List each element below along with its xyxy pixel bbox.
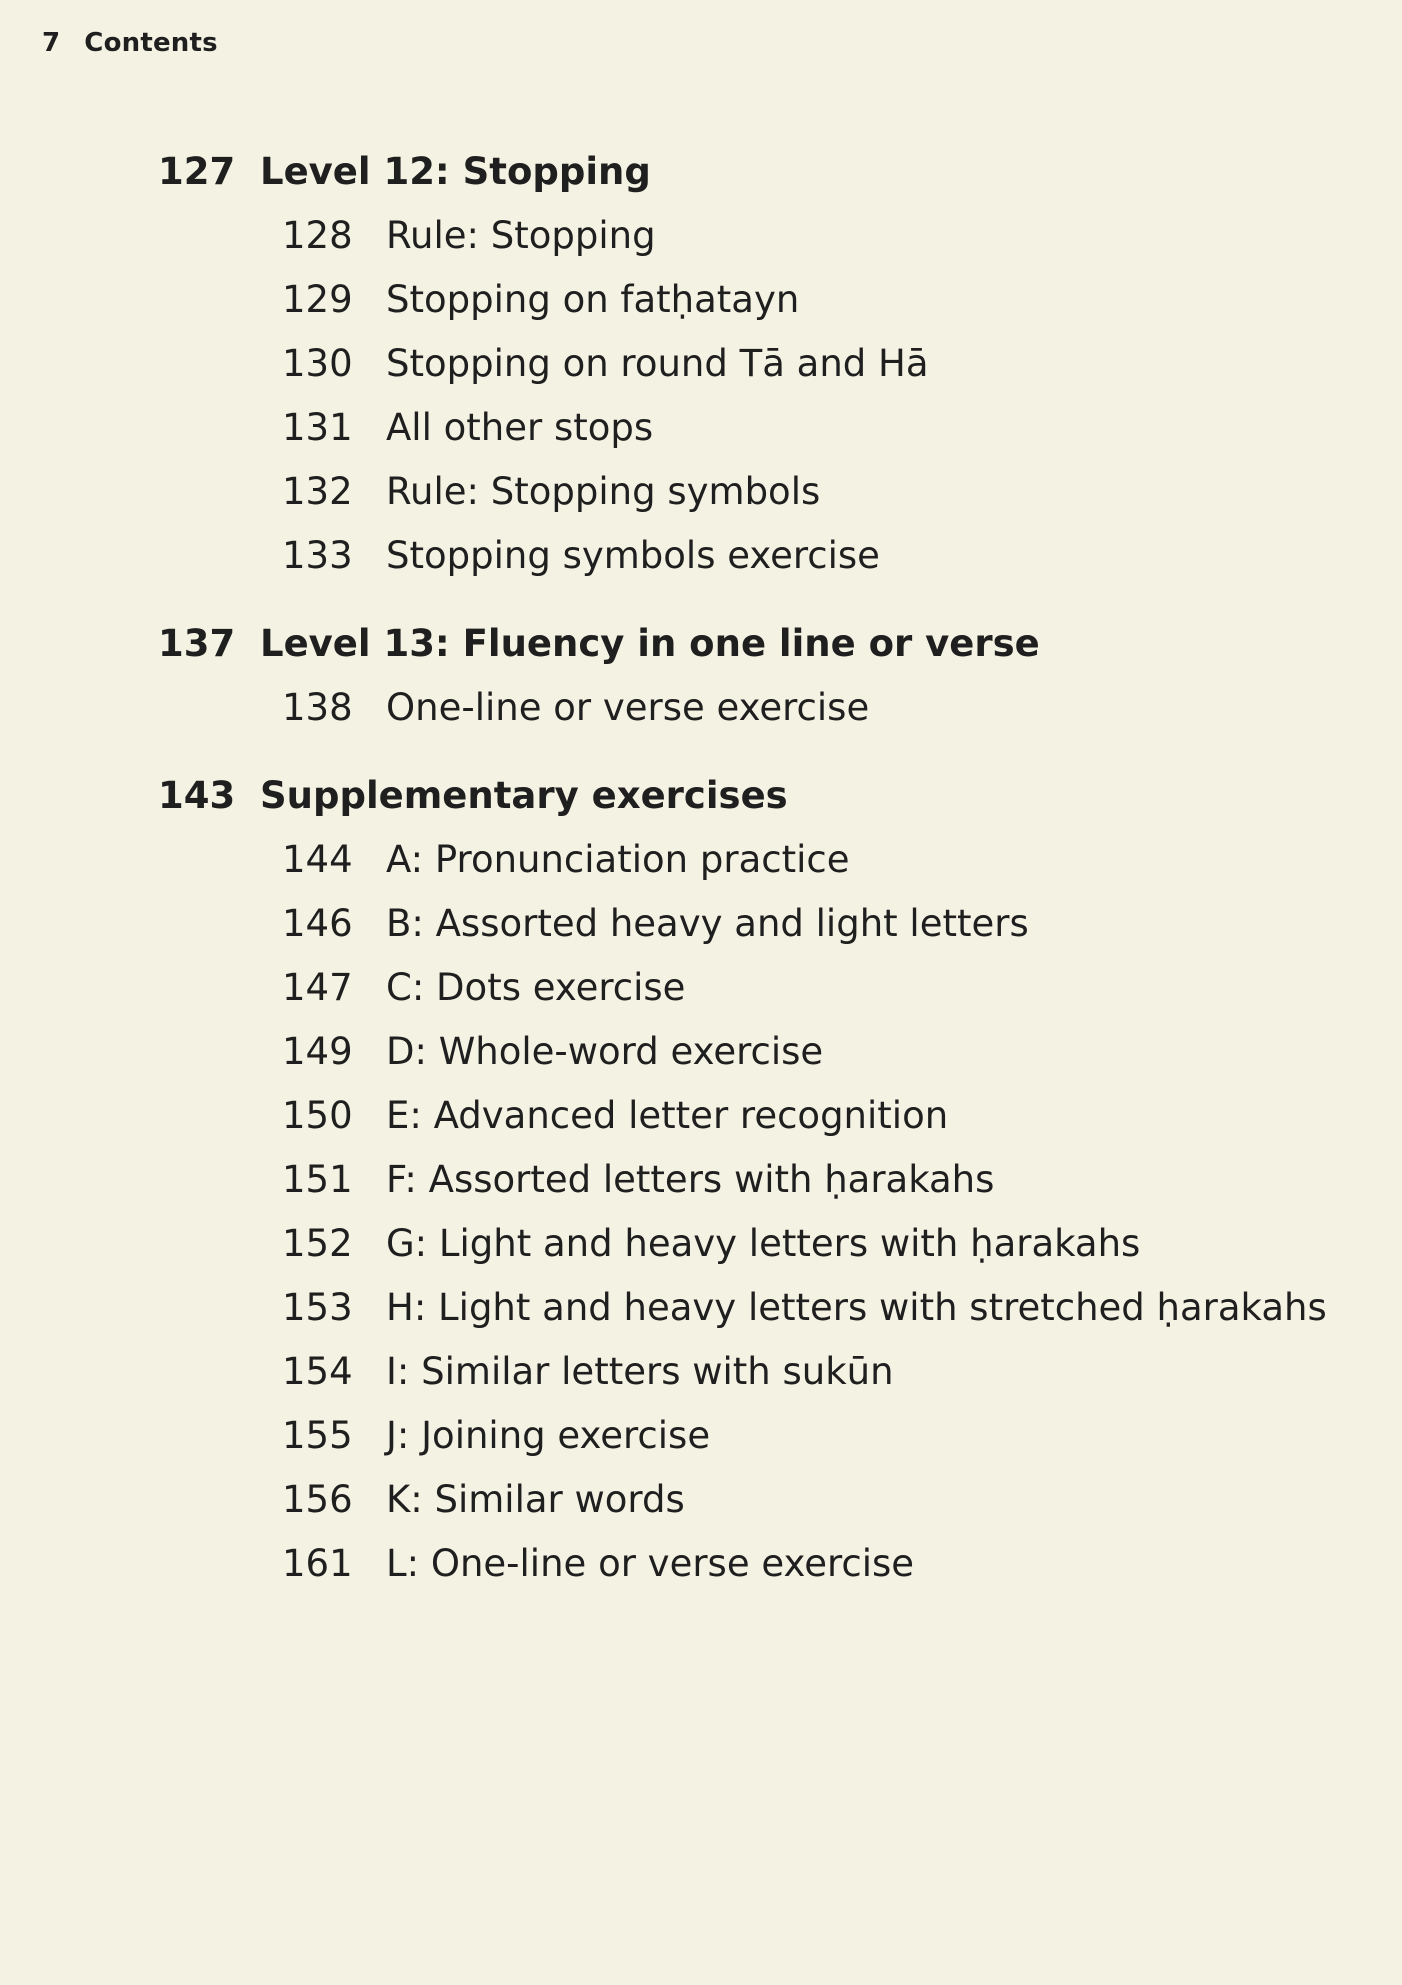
toc-entry-page: 129 [282,278,353,321]
toc-entry-title: L: One-line or verse exercise [386,1542,915,1585]
toc-entry[interactable] [282,396,1358,460]
toc-section-heading[interactable] [158,140,1358,204]
toc-entry[interactable] [282,332,1358,396]
toc-entry[interactable] [282,1404,1358,1468]
toc-entry-title: Stopping on round Tā and Hā [386,342,929,385]
toc-entry[interactable] [282,460,1358,524]
toc-entry-page: 130 [282,342,353,385]
toc-entry[interactable] [282,524,1358,588]
toc-entry-page: 131 [282,406,353,449]
toc-entry-title: G: Light and heavy letters with ḥarakahs [386,1222,1141,1265]
toc-entry-page: 147 [282,966,353,1009]
toc-entries [158,204,1358,588]
toc-section-heading[interactable] [158,612,1358,676]
toc-entry-title: A: Pronunciation practice [386,838,850,881]
toc-entry[interactable] [282,956,1358,1020]
table-of-contents [158,140,1358,1620]
toc-entry[interactable] [282,1212,1358,1276]
running-head-page-number: 7 [42,28,61,58]
toc-section-title: Supplementary exercises [260,774,788,817]
toc-section-page: 137 [158,622,236,665]
toc-entry-title: H: Light and heavy letters with stretched ḥarakahs [386,1286,1327,1329]
toc-entry[interactable] [282,204,1358,268]
toc-entry[interactable] [282,1468,1358,1532]
running-head [42,28,218,58]
toc-entry-page: 132 [282,470,353,513]
toc-entry-page: 161 [282,1542,353,1585]
running-head-title: Contents [84,28,218,58]
toc-entry-page: 149 [282,1030,353,1073]
toc-section [158,612,1358,740]
toc-entry-page: 151 [282,1158,353,1201]
toc-entry-title: Rule: Stopping symbols [386,470,821,513]
toc-entry-page: 133 [282,534,353,577]
toc-entries [158,828,1358,1596]
toc-entry-page: 146 [282,902,353,945]
toc-entry-title: F: Assorted letters with ḥarakahs [386,1158,995,1201]
toc-entry-title: D: Whole-word exercise [386,1030,824,1073]
toc-entry[interactable] [282,268,1358,332]
toc-entry-page: 154 [282,1350,353,1393]
toc-entry-title: One-line or verse exercise [386,686,870,729]
toc-entry-title: J: Joining exercise [386,1414,711,1457]
toc-entry-title: I: Similar letters with sukūn [386,1350,894,1393]
toc-entry-page: 150 [282,1094,353,1137]
toc-entry-title: K: Similar words [386,1478,685,1521]
toc-section [158,764,1358,1596]
toc-entry-title: All other stops [386,406,654,449]
toc-entry[interactable] [282,1532,1358,1596]
toc-section-title: Level 12: Stopping [260,150,651,193]
toc-entry-title: Stopping symbols exercise [386,534,880,577]
toc-entry-page: 153 [282,1286,353,1329]
toc-entry[interactable] [282,676,1358,740]
toc-entry-page: 138 [282,686,353,729]
toc-entry-title: Stopping on fatḥatayn [386,278,800,321]
toc-entry[interactable] [282,1020,1358,1084]
toc-section-page: 143 [158,774,236,817]
toc-entry[interactable] [282,1148,1358,1212]
toc-entry[interactable] [282,828,1358,892]
toc-entry-title: B: Assorted heavy and light letters [386,902,1029,945]
toc-entry[interactable] [282,1084,1358,1148]
toc-section-page: 127 [158,150,236,193]
toc-entries [158,676,1358,740]
toc-entry[interactable] [282,892,1358,956]
toc-entry-title: Rule: Stopping [386,214,656,257]
toc-entry[interactable] [282,1276,1358,1340]
toc-entry-title: E: Advanced letter recognition [386,1094,949,1137]
toc-entry[interactable] [282,1340,1358,1404]
toc-entry-page: 155 [282,1414,353,1457]
toc-entry-page: 128 [282,214,353,257]
toc-section [158,140,1358,588]
toc-section-title: Level 13: Fluency in one line or verse [260,622,1040,665]
toc-entry-title: C: Dots exercise [386,966,686,1009]
toc-entry-page: 144 [282,838,353,881]
toc-entry-page: 156 [282,1478,353,1521]
toc-entry-page: 152 [282,1222,353,1265]
toc-section-heading[interactable] [158,764,1358,828]
